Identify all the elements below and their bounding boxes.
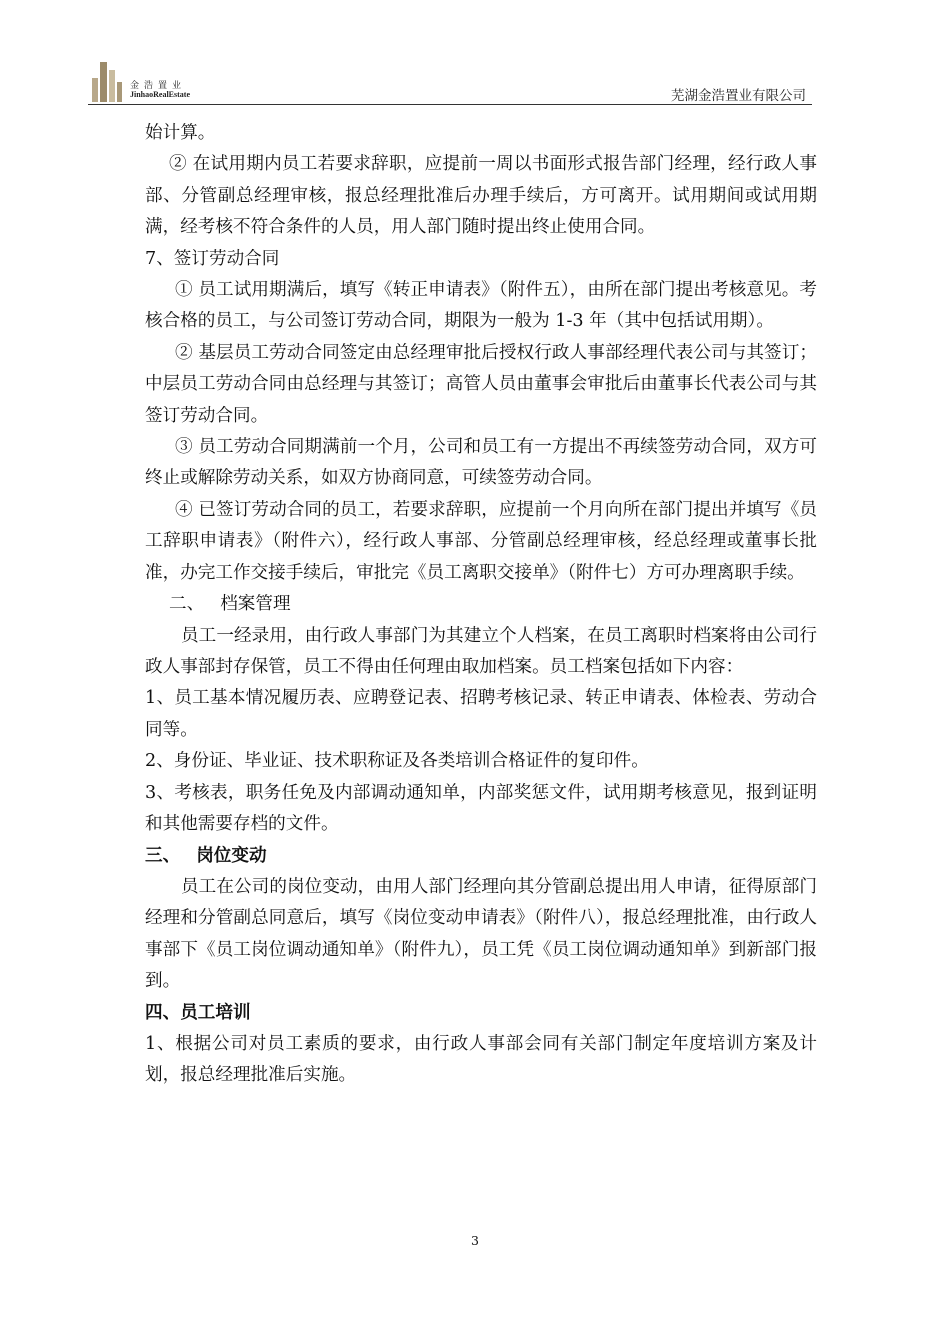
- list-item: 3、考核表，职务任免及内部调动通知单，内部奖惩文件，试用期考核意见，报到证明和其他需要存档的文件。: [145, 782, 817, 834]
- list-item: 1、员工基本情况履历表、应聘登记表、招聘考核记录、转正申请表、体检表、劳动合同等。: [145, 688, 817, 740]
- section-heading: [145, 589, 817, 620]
- document-body: [145, 118, 817, 1092]
- page-number: 3: [471, 1233, 479, 1248]
- logo-text-en: JinhaoRealEstate: [130, 90, 190, 99]
- paragraph: ① 员工试用期满后，填写《转正申请表》（附件五），由所在部门提出考核意见。考核合格的员工，与公司签订劳动合同，期限为一般为 1-3 年（其中包括试用期）。: [145, 280, 817, 332]
- paragraph: ② 基层员工劳动合同签定由总经理审批后授权行政人事部经理代表公司与其签订；中层员工劳动合同由总经理与其签订；高管人员由董事会审批后由董事长代表公司与其签订劳动合同。: [145, 342, 817, 426]
- section-number: 三、: [145, 845, 181, 867]
- section-title: 岗位变动: [196, 845, 267, 867]
- section-title: 档案管理: [220, 594, 291, 615]
- header-divider: [88, 104, 812, 105]
- page-header: [90, 56, 810, 104]
- section-number: 二、: [169, 594, 205, 615]
- subheading: 7、签订劳动合同: [145, 248, 280, 269]
- section-heading: 四、员工培训: [145, 1002, 251, 1024]
- company-logo: [90, 56, 200, 102]
- paragraph: ④ 已签订劳动合同的员工，若要求辞职，应提前一个月向所在部门提出并填写《员工辞职申请表》（附件六），经行政人事部、分管副总经理审核，经总经理或董事长批准，办完工作交接手续后，审批完《员工离职交接单》（附件七）方可办理离职手续。: [145, 499, 817, 583]
- list-item: 2、身份证、毕业证、技术职称证及各类培训合格证件的复印件。: [145, 751, 649, 772]
- paragraph: 员工在公司的岗位变动，由用人部门经理向其分管副总提出用人申请，征得原部门经理和分管副总同意后，填写《岗位变动申请表》（附件八），报总经理批准，由行政人事部下《员工岗位调动通知单》（附件九），员工凭《员工岗位调动通知单》到新部门报到。: [145, 876, 817, 991]
- logo-text-cn: 金浩置业: [130, 81, 187, 91]
- paragraph: ③ 员工劳动合同期满前一个月，公司和员工有一方提出不再续签劳动合同，双方可终止或解除劳动关系，如双方协商同意，可续签劳动合同。: [145, 437, 817, 489]
- company-name: 芜湖金浩置业有限公司: [671, 88, 806, 104]
- building-logo-icon: [90, 56, 130, 102]
- paragraph: 员工一经录用，由行政人事部门为其建立个人档案，在员工离职时档案将由公司行政人事部封存保管，员工不得由任何理由取加档案。员工档案包括如下内容：: [145, 625, 817, 677]
- paragraph: ② 在试用期内员工若要求辞职，应提前一周以书面形式报告部门经理，经行政人事部、分管副总经理审核，报总经理批准后办理手续后，方可离开。试用期间或试用期满，经考核不符合条件的人员，用人部门随时提出终止使用合同。: [145, 154, 817, 238]
- section-heading: [145, 840, 817, 871]
- paragraph: 始计算。: [145, 123, 216, 143]
- list-item: 1、根据公司对员工素质的要求，由行政人事部会同有关部门制定年度培训方案及计划，报总经理批准后实施。: [145, 1033, 817, 1086]
